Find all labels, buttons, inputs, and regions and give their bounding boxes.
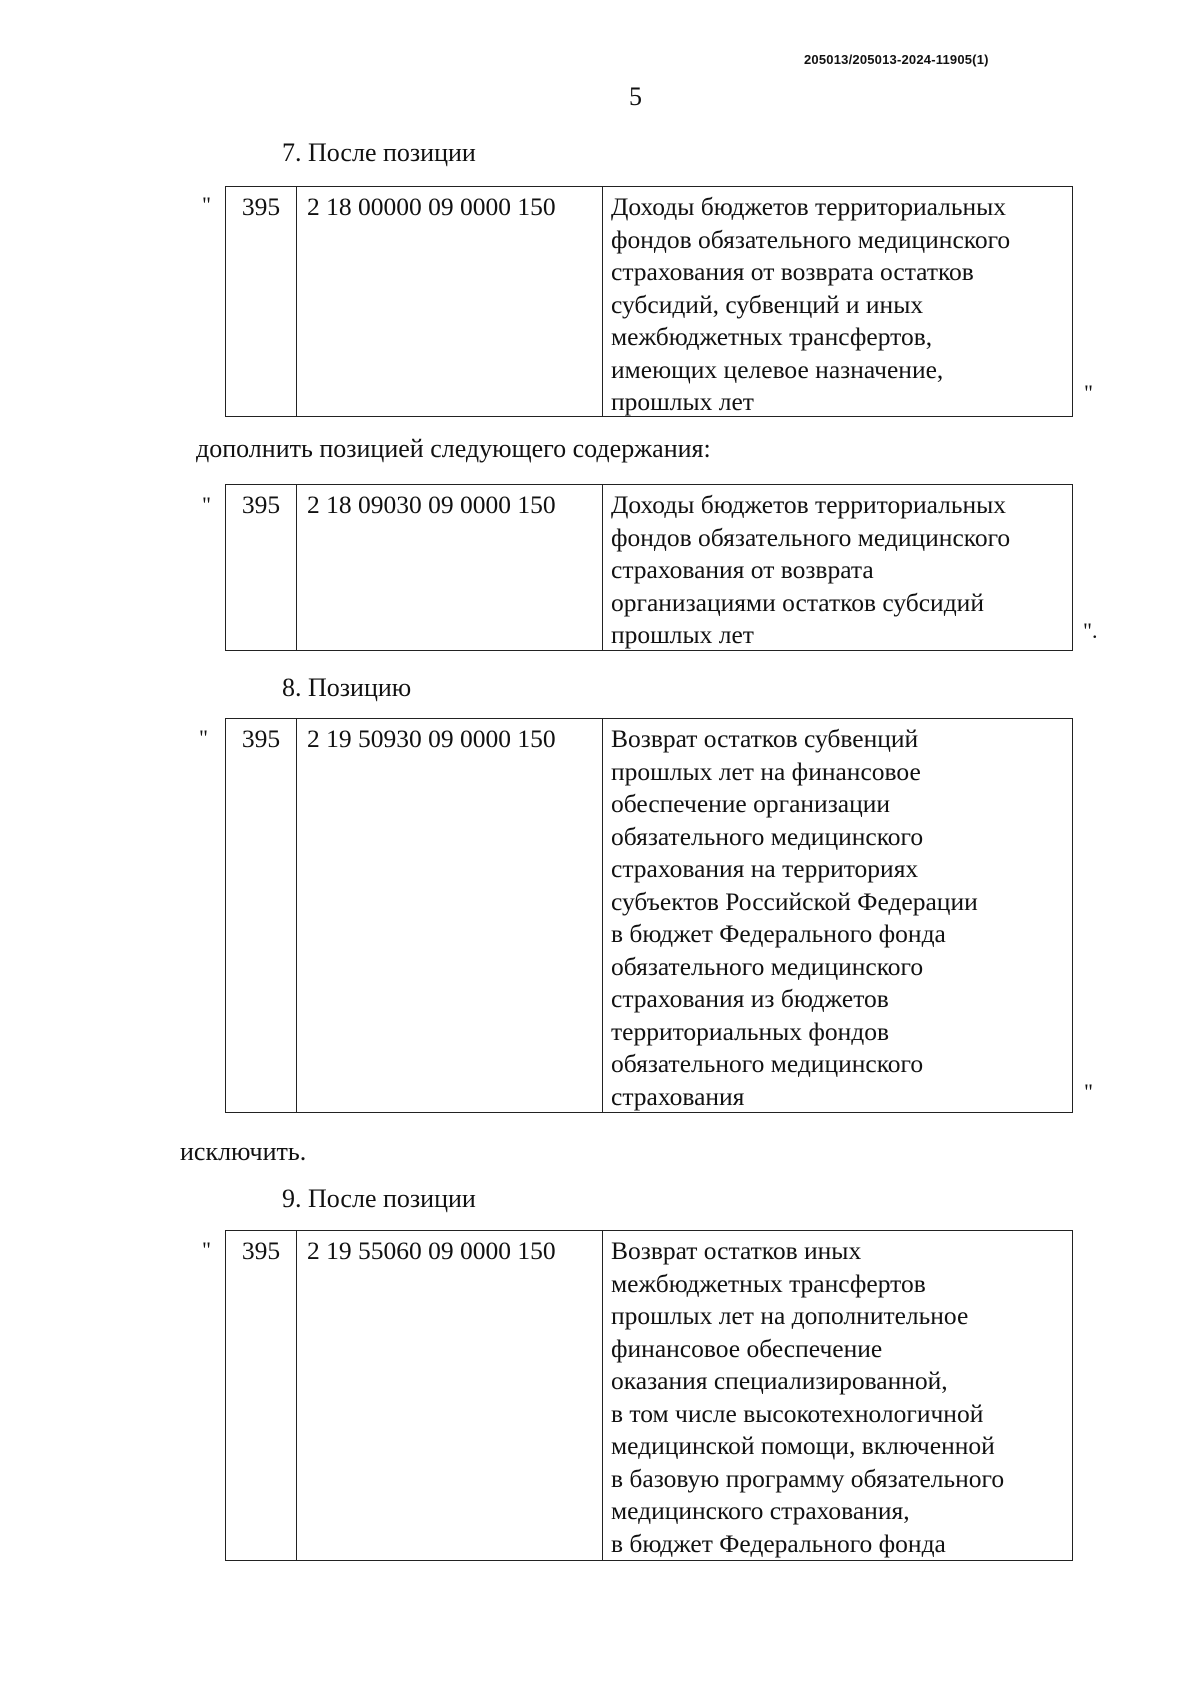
code-cell: 395 <box>226 1231 297 1560</box>
section-9-intro: 9. После позиции <box>282 1184 476 1213</box>
description-line: прошлых лет на финансовое <box>611 756 921 786</box>
code-cell: 395 <box>226 719 297 1112</box>
description-line: обеспечение организации <box>611 789 891 818</box>
description-line: прошлых лет <box>611 387 754 416</box>
description-line: фондов обязательного медицинского <box>611 224 1011 254</box>
section-7-intro: 7. После позиции <box>282 138 476 167</box>
description-line: в том числе высокотехнологичной <box>611 1398 984 1428</box>
description-line: обязательного медицинского <box>611 1049 924 1078</box>
description-line: финансовое обеспечение <box>611 1333 883 1363</box>
description-line: прошлых лет <box>611 620 754 649</box>
table-position-1 <box>225 186 1073 417</box>
open-quote: " <box>199 725 208 750</box>
description-line: страхования из бюджетов <box>611 984 889 1013</box>
description-line: страхования <box>611 1081 745 1111</box>
description-line: в бюджет Федерального фонда <box>611 919 946 948</box>
kbk-cell: 2 18 09030 09 0000 150 <box>297 485 603 650</box>
description-line: субъектов Российской Федерации <box>611 886 978 916</box>
description-line: субсидий, субвенций и иных <box>611 289 924 319</box>
description-line: Доходы бюджетов территориальных <box>611 192 1007 221</box>
open-quote: " <box>202 492 211 517</box>
description-cell <box>603 1231 1072 1560</box>
section-7-followup: дополнить позицией следующего содержания: <box>196 434 711 463</box>
open-quote: " <box>202 1237 211 1262</box>
description-line: страхования на территориях <box>611 854 919 883</box>
close-quote: " <box>1084 380 1093 405</box>
description-line: оказания специализированной, <box>611 1366 948 1395</box>
description-line: имеющих целевое назначение, <box>611 354 944 384</box>
description-cell <box>603 187 1072 416</box>
document-id: 205013/205013-2024-11905(1) <box>804 52 989 67</box>
description-line: межбюджетных трансфертов <box>611 1268 926 1298</box>
description-line: обязательного медицинского <box>611 821 924 851</box>
description-line: Возврат остатков иных <box>611 1236 862 1265</box>
description-line: территориальных фондов <box>611 1016 890 1046</box>
close-quote: ". <box>1083 618 1098 643</box>
table-position-4 <box>225 1230 1073 1561</box>
description-line: межбюджетных трансфертов, <box>611 322 933 351</box>
description-line: обязательного медицинского <box>611 951 924 981</box>
description-line: в базовую программу обязательного <box>611 1463 1005 1493</box>
section-8-followup: исключить. <box>180 1137 307 1166</box>
close-quote: " <box>1084 1079 1093 1104</box>
code-cell: 395 <box>226 187 297 416</box>
description-line: Возврат остатков субвенций <box>611 724 919 753</box>
description-line: прошлых лет на дополнительное <box>611 1301 969 1330</box>
description-line: страхования от возврата остатков <box>611 257 974 286</box>
description-cell <box>603 485 1072 650</box>
table-position-3 <box>225 718 1073 1113</box>
description-line: медицинской помощи, включенной <box>611 1431 995 1460</box>
kbk-cell: 2 19 50930 09 0000 150 <box>297 719 603 1112</box>
description-line: организациями остатков субсидий <box>611 587 984 617</box>
description-line: страхования от возврата <box>611 555 874 584</box>
description-cell <box>603 719 1072 1112</box>
description-line: Доходы бюджетов территориальных <box>611 490 1007 519</box>
table-position-2 <box>225 484 1073 651</box>
code-cell: 395 <box>226 485 297 650</box>
kbk-cell: 2 18 00000 09 0000 150 <box>297 187 603 416</box>
description-line: медицинского страхования, <box>611 1496 910 1525</box>
description-line: в бюджет Федерального фонда <box>611 1528 946 1558</box>
description-line: фондов обязательного медицинского <box>611 522 1011 552</box>
kbk-cell: 2 19 55060 09 0000 150 <box>297 1231 603 1560</box>
page-number: 5 <box>629 82 642 111</box>
open-quote: " <box>202 192 211 217</box>
section-8-intro: 8. Позицию <box>282 673 412 702</box>
